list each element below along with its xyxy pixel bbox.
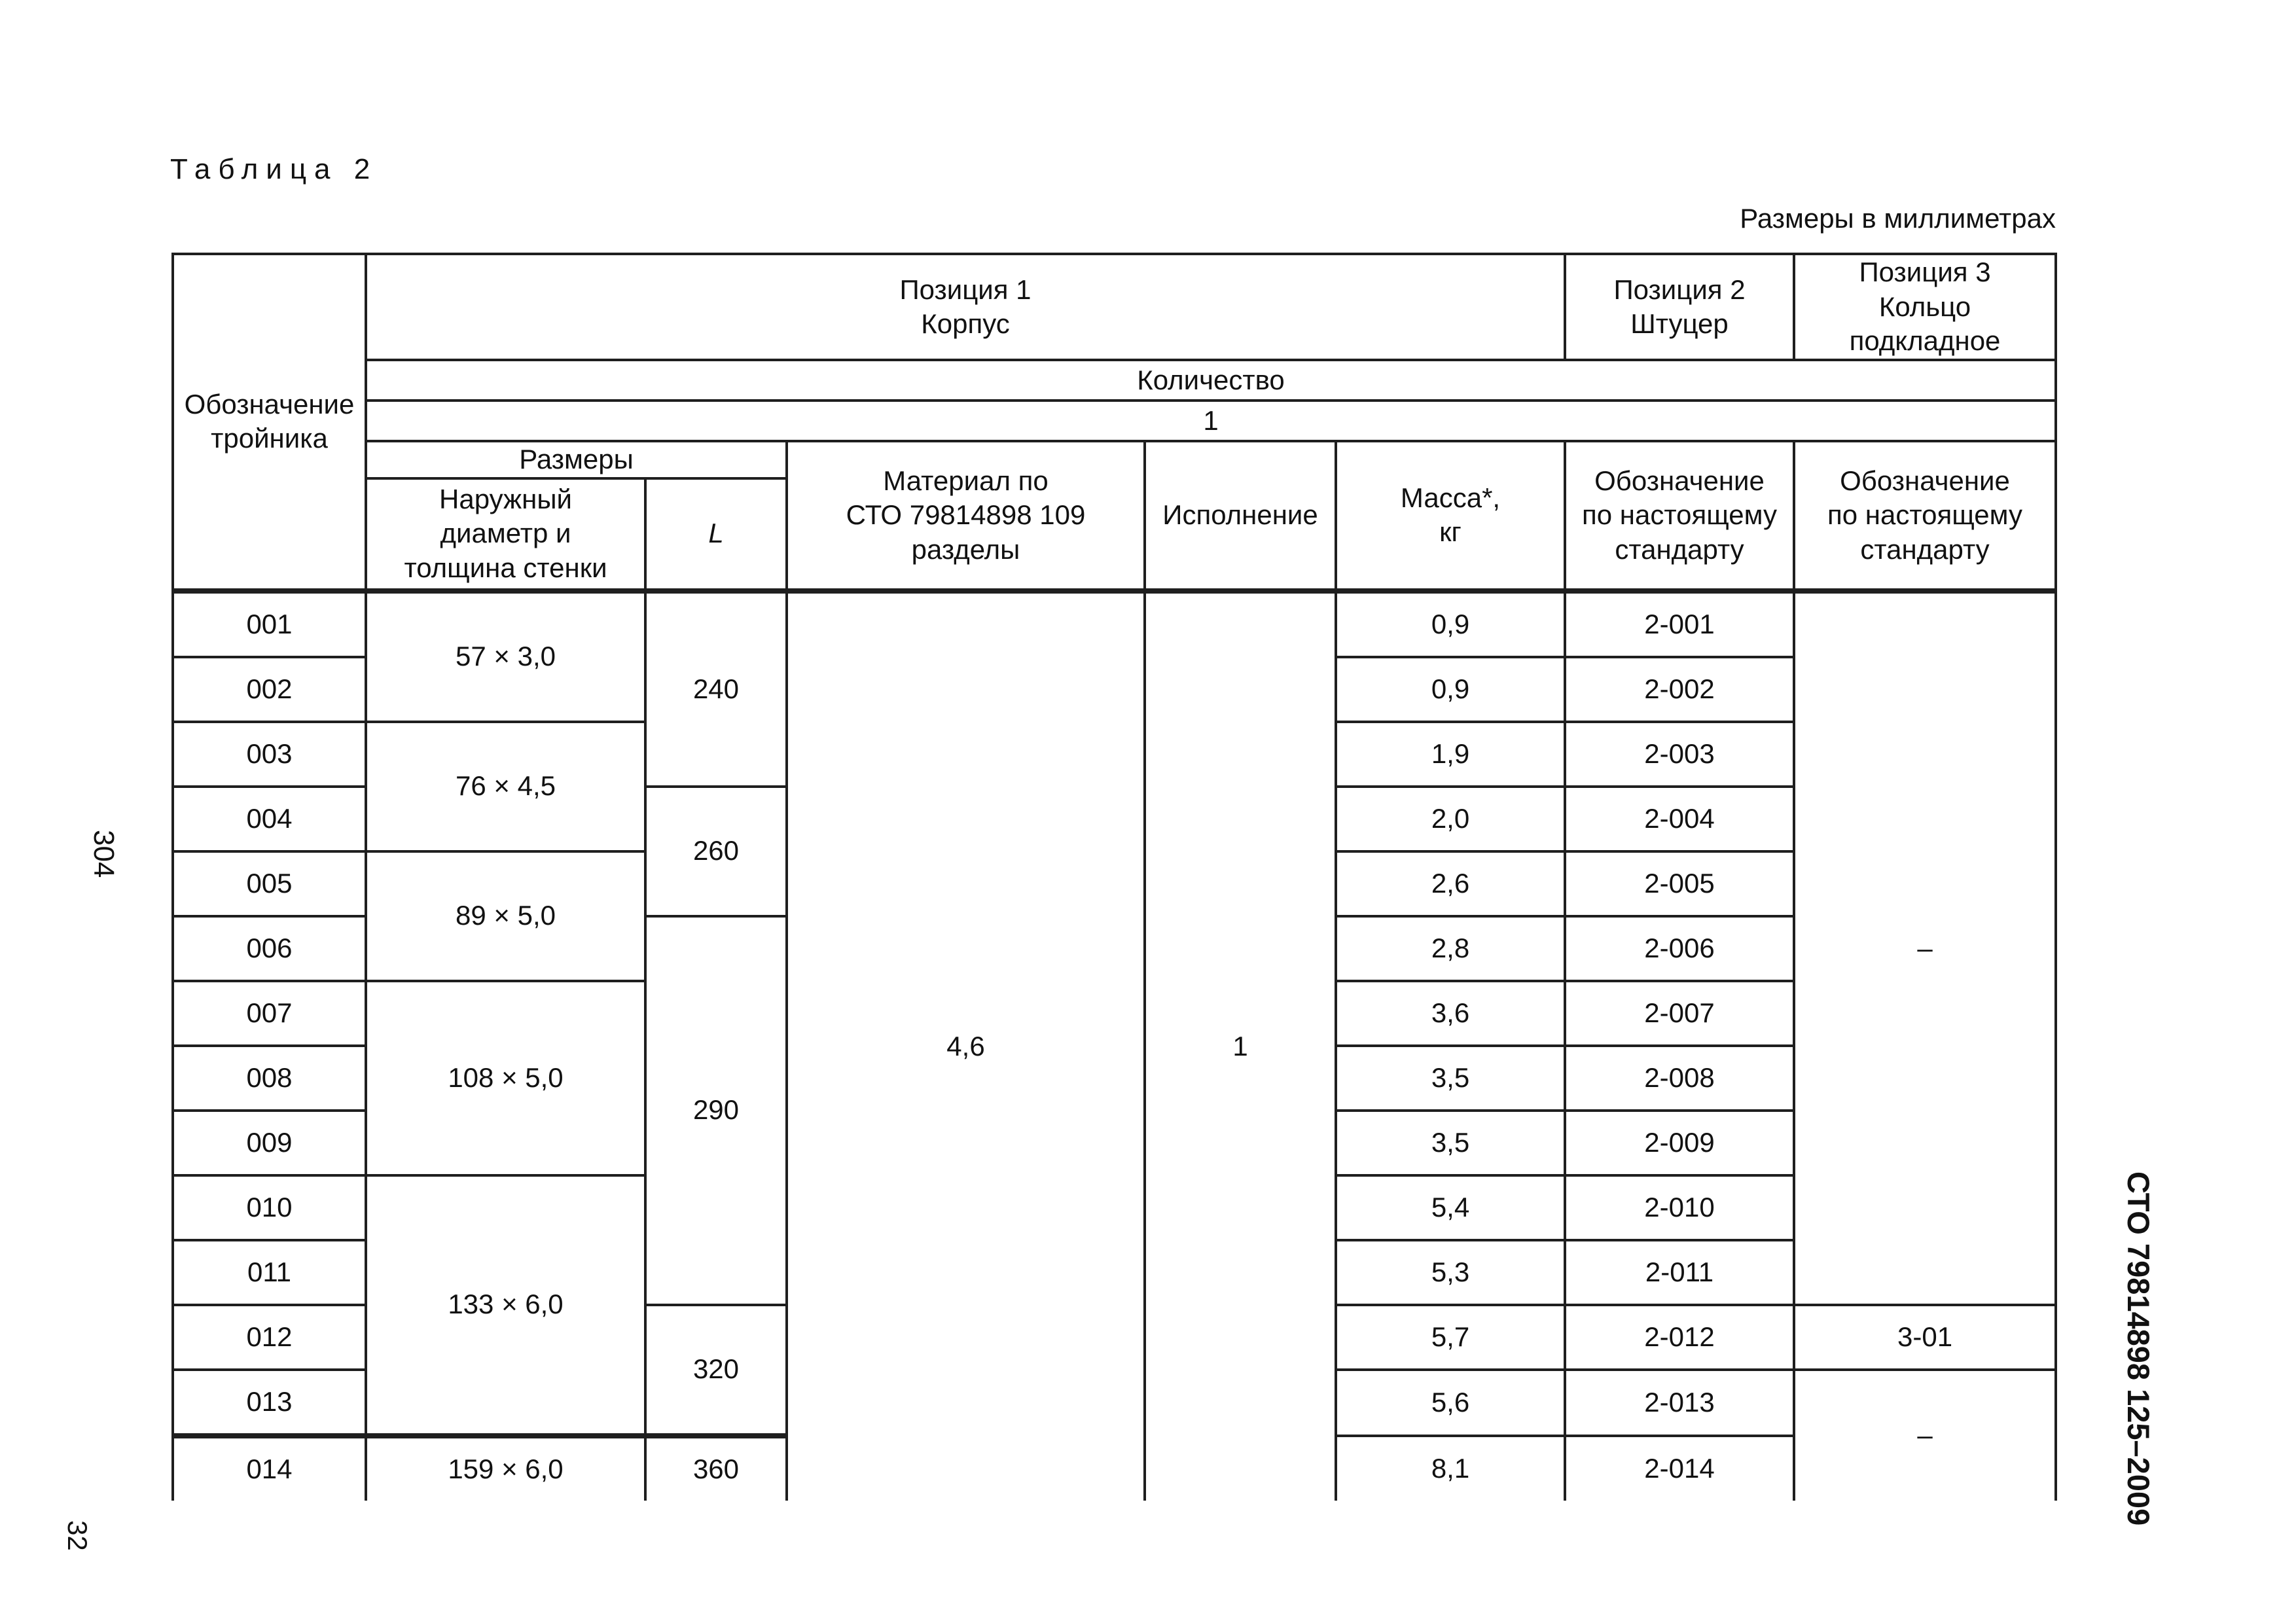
header-designation: Обозначение тройника	[173, 254, 366, 591]
header-pos3-designation: Обозначение по настоящему стандарту	[1794, 441, 2056, 591]
pos2-designation-cell: 2-010	[1565, 1175, 1794, 1240]
mass-cell: 2,0	[1336, 787, 1565, 851]
mass-cell: 5,4	[1336, 1175, 1565, 1240]
header-dimensions: Размеры	[366, 441, 787, 478]
header-quantity: Количество	[366, 360, 2056, 401]
pos3-cell: –	[1794, 591, 2056, 1305]
version-cell: 1	[1145, 591, 1336, 1501]
designation-cell: 006	[173, 916, 366, 981]
outer-diameter-cell: 57 × 3,0	[366, 591, 645, 722]
mass-cell: 1,9	[1336, 722, 1565, 787]
designation-cell: 009	[173, 1111, 366, 1175]
length-cell: 320	[645, 1305, 787, 1436]
length-cell: 360	[645, 1436, 787, 1501]
header-version: Исполнение	[1145, 441, 1336, 591]
header-quantity-value: 1	[366, 401, 2056, 441]
tee-dimensions-table	[171, 253, 2057, 1501]
designation-cell: 003	[173, 722, 366, 787]
pos2-designation-cell: 2-003	[1565, 722, 1794, 787]
header-position-1: Позиция 1 Корпус	[366, 254, 1565, 360]
outer-diameter-cell: 133 × 6,0	[366, 1175, 645, 1436]
outer-diameter-cell: 108 × 5,0	[366, 981, 645, 1175]
table-caption: Таблица 2	[170, 153, 378, 185]
length-cell: 240	[645, 591, 787, 787]
length-cell: 260	[645, 787, 787, 916]
header-length: L	[645, 478, 787, 591]
mass-cell: 0,9	[1336, 657, 1565, 722]
designation-cell: 001	[173, 591, 366, 657]
header-pos2-designation: Обозначение по настоящему стандарту	[1565, 441, 1794, 591]
pos2-designation-cell: 2-007	[1565, 981, 1794, 1046]
mass-cell: 2,8	[1336, 916, 1565, 981]
pos2-designation-cell: 2-008	[1565, 1046, 1794, 1111]
bottom-page-number: 32	[62, 1520, 93, 1551]
outer-diameter-cell: 89 × 5,0	[366, 851, 645, 981]
designation-cell: 011	[173, 1240, 366, 1305]
mass-cell: 5,3	[1336, 1240, 1565, 1305]
pos2-designation-cell: 2-001	[1565, 591, 1794, 657]
material-cell: 4,6	[787, 591, 1145, 1501]
header-position-2: Позиция 2 Штуцер	[1565, 254, 1794, 360]
mass-cell: 5,7	[1336, 1305, 1565, 1370]
pos2-designation-cell: 2-014	[1565, 1436, 1794, 1501]
header-material: Материал по СТО 79814898 109 разделы	[787, 441, 1145, 591]
designation-cell: 013	[173, 1370, 366, 1436]
pos2-designation-cell: 2-012	[1565, 1305, 1794, 1370]
header-mass: Масса*, кг	[1336, 441, 1565, 591]
mass-cell: 5,6	[1336, 1370, 1565, 1436]
header-outer-diameter: Наружный диаметр и толщина стенки	[366, 478, 645, 591]
designation-cell: 014	[173, 1436, 366, 1501]
mass-cell: 3,5	[1336, 1111, 1565, 1175]
header-position-3: Позиция 3 Кольцо подкладное	[1794, 254, 2056, 360]
designation-cell: 004	[173, 787, 366, 851]
standard-code: СТО 79814898 125–2009	[2121, 1171, 2156, 1526]
pos2-designation-cell: 2-009	[1565, 1111, 1794, 1175]
pos3-cell: 3-01	[1794, 1305, 2056, 1370]
table-row	[173, 591, 2056, 657]
designation-cell: 007	[173, 981, 366, 1046]
designation-cell: 012	[173, 1305, 366, 1370]
pos2-designation-cell: 2-004	[1565, 787, 1794, 851]
units-note: Размеры в миллиметрах	[1740, 203, 2056, 234]
mass-cell: 0,9	[1336, 591, 1565, 657]
outer-diameter-cell: 76 × 4,5	[366, 722, 645, 851]
length-cell: 290	[645, 916, 787, 1305]
mass-cell: 3,6	[1336, 981, 1565, 1046]
pos2-designation-cell: 2-006	[1565, 916, 1794, 981]
pos3-cell: –	[1794, 1370, 2056, 1501]
designation-cell: 002	[173, 657, 366, 722]
pos2-designation-cell: 2-011	[1565, 1240, 1794, 1305]
mass-cell: 2,6	[1336, 851, 1565, 916]
pos2-designation-cell: 2-005	[1565, 851, 1794, 916]
mass-cell: 3,5	[1336, 1046, 1565, 1111]
pos2-designation-cell: 2-002	[1565, 657, 1794, 722]
designation-cell: 008	[173, 1046, 366, 1111]
mass-cell: 8,1	[1336, 1436, 1565, 1501]
side-page-number: 304	[88, 830, 120, 878]
outer-diameter-cell: 159 × 6,0	[366, 1436, 645, 1501]
designation-cell: 010	[173, 1175, 366, 1240]
designation-cell: 005	[173, 851, 366, 916]
pos2-designation-cell: 2-013	[1565, 1370, 1794, 1436]
